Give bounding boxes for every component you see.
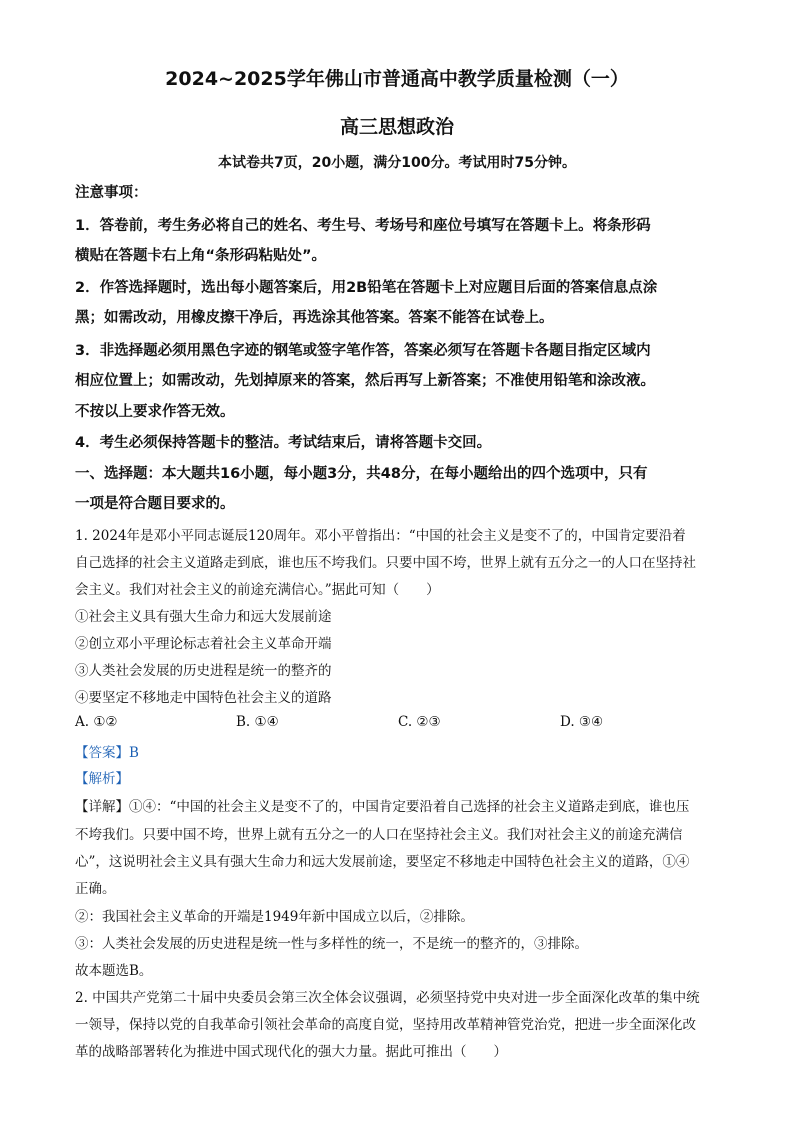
question-2-stem: 一领导，保持以党的自我革命引领社会革命的高度自觉，坚持用改革精神管党治党，把进一步全面深化改 bbox=[75, 1017, 696, 1033]
question-2-stem: 2. 中国共产党第二十届中央委员会第三次全体会议强调，必须坚持党中央对进一步全面深化改革的集中统 bbox=[75, 990, 700, 1006]
section-heading: 一项是符合题目要求的。 bbox=[75, 496, 235, 512]
exam-title: 2024~2025学年佛山市普通高中教学质量检测（一） bbox=[165, 68, 629, 90]
question-1-analysis: 正确。 bbox=[75, 881, 116, 897]
question-1-item: ③人类社会发展的历史进程是统一的整齐的 bbox=[75, 663, 332, 679]
question-1-analysis: 心”，这说明社会主义具有强大生命力和远大发展前途，要坚定不移地走中国特色社会主义的道路，①④ bbox=[75, 854, 690, 870]
notice-line: 相应位置上；如需改动，先划掉原来的答案，然后再写上新答案；不准使用铅笔和涂改液。 bbox=[75, 373, 655, 389]
notice-line: 4．考生必须保持答题卡的整洁。考试结束后，请将答题卡交回。 bbox=[75, 435, 492, 451]
notice-line: 横贴在答题卡右上角“条形码粘贴处”。 bbox=[75, 248, 327, 264]
exam-info: 本试卷共7页，20小题，满分100分。考试用时75分钟。 bbox=[218, 155, 576, 171]
question-1-item: ②创立邓小平理论标志着社会主义革命开端 bbox=[75, 636, 332, 652]
question-1-analysis: 【详解】①④：“中国的社会主义是变不了的，中国肯定要沿着自己选择的社会主义道路走到底，谁也压 bbox=[75, 799, 690, 815]
question-1-stem: 自己选择的社会主义道路走到底，谁也压不垮我们。只要中国不垮，世界上就有五分之一的人口在坚持社 bbox=[75, 555, 696, 571]
question-1-option-b: B. ①④ bbox=[236, 714, 279, 730]
question-1-analysis: 故本题选B。 bbox=[75, 963, 153, 979]
section-heading: 一、选择题：本大题共16小题，每小题3分，共48分，在每小题给出的四个选项中，只有 bbox=[75, 466, 648, 482]
notice-line: 3．非选择题必须用黑色字迹的钢笔或签字笔作答，答案必须写在答题卡各题目指定区域内 bbox=[75, 343, 651, 359]
question-1-analysis: ③：人类社会发展的历史进程是统一性与多样性的统一，不是统一的整齐的，③排除。 bbox=[75, 936, 588, 952]
question-1-item: ④要坚定不移地走中国特色社会主义的道路 bbox=[75, 690, 332, 706]
question-1-item: ①社会主义具有强大生命力和远大发展前途 bbox=[75, 609, 332, 625]
question-1-option-c: C. ②③ bbox=[398, 714, 441, 730]
notice-line: 2．作答选择题时，选出每小题答案后，用2B铅笔在答题卡上对应题目后面的答案信息点涂 bbox=[75, 280, 658, 296]
question-1-option-d: D. ③④ bbox=[560, 714, 604, 730]
exam-subject: 高三思想政治 bbox=[339, 116, 454, 138]
question-1-analysis-label: 【解析】 bbox=[75, 771, 129, 787]
question-1-analysis: 不垮我们。只要中国不垮，世界上就有五分之一的人口在坚持社会主义。我们对社会主义的前途充满信 bbox=[75, 827, 683, 843]
question-1-stem: 1. 2024年是邓小平同志诞辰120周年。邓小平曾指出：“中国的社会主义是变不了的，中国肯定要沿着 bbox=[75, 528, 686, 544]
question-1-option-a: A. ①② bbox=[75, 714, 118, 730]
notice-line: 1．答卷前，考生务必将自己的姓名、考生号、考场号和座位号填写在答题卡上。将条形码 bbox=[75, 218, 651, 234]
notice-line: 黑；如需改动，用橡皮擦干净后，再选涂其他答案。答案不能答在试卷上。 bbox=[75, 310, 554, 326]
question-2-stem: 革的战略部署转化为推进中国式现代化的强大力量。据此可推出（ ） bbox=[75, 1044, 507, 1060]
question-1-answer: 【答案】B bbox=[75, 745, 139, 761]
notice-heading: 注意事项： bbox=[75, 185, 148, 201]
notice-line: 不按以上要求作答无效。 bbox=[75, 404, 235, 420]
question-1-stem: 会主义。我们对社会主义的前途充满信心。”据此可知（ ） bbox=[75, 582, 440, 598]
question-1-analysis: ②：我国社会主义革命的开端是1949年新中国成立以后，②排除。 bbox=[75, 909, 474, 925]
